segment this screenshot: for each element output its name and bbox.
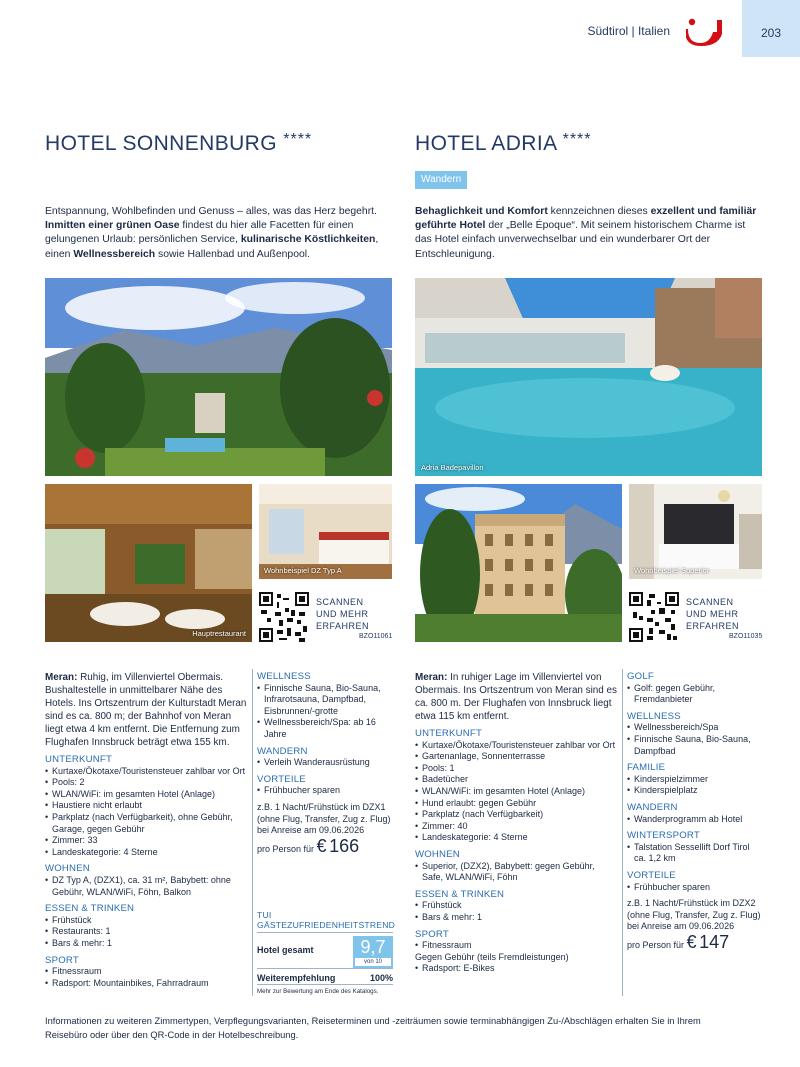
hotel-stars: ****: [283, 131, 313, 148]
details-sonnenburg-col2: [257, 671, 393, 855]
scan-label: SCANNEN UND MEHR ERFAHREN: [316, 597, 370, 631]
recommend-value: 100%: [369, 973, 393, 983]
section-heading: WOHNEN: [415, 848, 460, 860]
offer-text: z.B. 1 Nacht/Frühstück im DZX1 (ohne Flug, Transfer, Zug z. Flug) bei Anreise am 09.06.2026: [257, 801, 391, 836]
photo-adria-badepavillon: [415, 278, 762, 476]
golf-list: • Golf: gegen Gebühr, Fremdanbieter: [627, 683, 762, 706]
tui-smile-logo: [686, 16, 726, 46]
sport-list: • Fitnessraum: [415, 940, 617, 952]
photo-caption: Hauptrestaurant: [192, 629, 246, 638]
section-heading: VORTEILE: [627, 869, 676, 881]
unterkunft-list: • Kurtaxe/Ökotaxe/Touristensteuer zahlbar vor Ort • Gartenanlage, Sonnenterrasse • Pools: 1 • Badetücher • WLAN/WiFi: im gesamten Hotel (Anlage) • Hund erlaubt: gegen Gebühr • Parkplatz (nach Verfügbarkeit) • Zimmer: 40 • Landeskategorie: 4 Sterne: [415, 740, 617, 844]
hotel-code: BZO11061: [359, 633, 393, 640]
price-value: 147: [699, 931, 730, 952]
recommend-label: Weiterempfehlung: [257, 973, 336, 983]
intro-sonnenburg: Entspannung, Wohlbefinden und Genuss – alles, was das Herz begehrt. Inmitten einer grünen Oase findest du hier alle Facetten für einen gelungenen Urlaub: persönlichen Service, kulinarische Köstlichkeiten, einen Wellnessbereich sowie Hallenbad und Außenpool.: [45, 206, 379, 260]
photo-caption: Wohnbeispiel Superior: [634, 566, 710, 575]
photo-adria-building: [415, 484, 622, 642]
unterkunft-list: • Kurtaxe/Ökotaxe/Touristensteuer zahlbar vor Ort • Pools: 2 • WLAN/WiFi: im gesamten Hotel (Anlage) • Haustiere nicht erlaubt • Parkplatz (nach Verfügbarkeit), ohne Gebühr, Garage, gegen Gebühr • Zimmer: 33 • Landeskategorie: 4 Sterne: [45, 766, 247, 859]
score-value: 9,7: [360, 937, 386, 957]
photo-caption: Adria Badepavillon: [421, 463, 484, 472]
page-number-box: [742, 0, 800, 57]
section-heading: GOLF: [627, 671, 654, 682]
rating-title: TUI GÄSTEZUFRIEDENHEITSTREND: [257, 910, 393, 933]
section-heading: UNTERKUNFT: [45, 754, 113, 765]
vorteile-list: • Frühbucher sparen: [257, 785, 393, 797]
section-heading: ESSEN & TRINKEN: [415, 888, 505, 900]
details-sonnenburg-col1: [45, 671, 247, 989]
hotel-code: BZO11035: [729, 633, 763, 640]
section-heading: WOHNEN: [45, 863, 90, 875]
section-heading: SPORT: [45, 954, 79, 966]
section-heading: UNTERKUNFT: [415, 728, 483, 739]
familie-list: • Kinderspielzimmer • Kinderspielplatz: [627, 774, 762, 797]
location-text: Meran: Ruhig, im Villenviertel Obermais. Bushaltestelle in unmittelbarer Nähe des Hotels. Ins Ortszentrum der Kulturstadt Meran sind es ca. 800 m; der Bahnhof von Meran liegt etwa 4 km entfernt. Die Entfernung zum Flughafen Innsbruck beträgt etwa 155 km.: [45, 672, 247, 748]
score-badge: [353, 936, 393, 968]
section-heading: WELLNESS: [627, 710, 681, 722]
column-divider: [252, 669, 253, 996]
photo-caption: Wohnbeispiel DZ Typ A: [264, 566, 342, 575]
essen-list: • Frühstück • Bars & mehr: 1: [415, 900, 617, 923]
section-heading: ESSEN & TRINKEN: [45, 903, 135, 915]
photo-superior-room: [629, 484, 762, 579]
section-heading: FAMILIE: [627, 762, 666, 774]
rating-note: Mehr zur Bewertung am Ende des Katalogs.: [257, 988, 379, 995]
section-heading: VORTEILE: [257, 773, 306, 785]
score-scale: von 10: [355, 958, 391, 966]
wohnen-list: • DZ Typ A, (DZX1), ca. 31 m², Babybett: ohne Gebühr, WLAN/WiFi, Föhn, Balkon: [45, 875, 247, 898]
details-adria-col2: [627, 671, 762, 951]
hotel-stars: ****: [562, 131, 592, 148]
page-number: 203: [760, 26, 782, 40]
price: pro Person für € 166: [257, 835, 360, 856]
section-heading: WELLNESS: [257, 671, 311, 682]
intro-adria: Behaglichkeit und Komfort kennzeichnen dieses exzellent und familiär geführte Hotel der „Belle Époque“. Mit seinem historischem Charme ist das Hotel einfach unverwechselbar und ein wunderbarer Ort der Entschleunigung.: [415, 206, 757, 260]
details-adria-col1: Meran: In ruhiger Lage im Villenviertel von Obermais. Ins Ortszentrum von Meran sind es ca. 800 m. Der Flughafen von Innsbruck liegt etwa 115 km entfernt. UNTERKUNFT • Kurtaxe/Ökotaxe/Touristensteuer zahlbar vor Ort • Gartenanlage, Sonnenterrasse • Pools: 1 • Badetücher • WLAN/WiFi: im gesamten Hotel (Anlage) • Hund erlaubt: gegen Gebühr • Parkplatz (nach Verfügbarkeit) • Zimmer: 40 • Landeskategorie: 4 Sterne WOHNEN • Superior, (DZX2), Babybett: gegen Gebühr, Safe, WLAN/WiFi, Föhn ESSEN & TRINKEN • Frühstück • Bars & mehr: 1 SPORT • Fitnessraum Gegen Gebühr (teils Fremdleistungen) • Radsport: E-Bikes: [415, 671, 617, 975]
wandern-list: • Wanderprogramm ab Hotel: [627, 814, 762, 826]
region-label: Südtirol | Italien: [587, 24, 670, 38]
location-text: Meran: In ruhiger Lage im Villenviertel von Obermais. Ins Ortszentrum von Meran sind es ca. 800 m. Der Flughafen von Innsbruck liegt etwa 115 km entfernt.: [415, 672, 617, 722]
section-heading: WINTERSPORT: [627, 830, 700, 842]
hotel-title-sonnenburg: [45, 132, 312, 156]
hotel-name: HOTEL ADRIA: [415, 132, 557, 155]
rating-label: Hotel gesamt: [257, 945, 314, 955]
section-heading: WANDERN: [627, 801, 678, 813]
qr-code[interactable]: [259, 592, 309, 642]
footer-note: Informationen zu weiteren Zimmertypen, Verpflegungsvarianten, Reiseterminen und -zeiträumen sowie terminabhängigen Zu-/Abschlägen erhalten Sie in Ihrem Reisebüro oder über den QR-Code in der Hotelbeschreibung.: [45, 1016, 701, 1040]
sport-list: • Fitnessraum • Radsport: Mountainbikes, Fahrradraum: [45, 966, 247, 989]
qr-code[interactable]: [629, 592, 679, 642]
offer-text: z.B. 1 Nacht/Frühstück im DZX2 (ohne Flug, Transfer, Zug z. Flug) bei Anreise am 09.06.2026: [627, 898, 761, 932]
sport-note: Gegen Gebühr (teils Fremdleistungen): [415, 951, 569, 962]
price: pro Person für € 147: [627, 931, 730, 952]
wellness-list: • Finnische Sauna, Bio-Sauna, Infrarotsauna, Dampfbad, Eisbrunnen/-grotte • Wellnessbereich/Spa: ab 16 Jahre: [257, 683, 393, 741]
essen-list: • Frühstück • Restaurants: 1 • Bars & mehr: 1: [45, 915, 247, 950]
photo-hauptrestaurant: [45, 484, 252, 642]
price-value: 166: [329, 835, 360, 856]
wandern-tag: Wandern: [415, 171, 467, 189]
photo-dz-typ-a: [259, 484, 392, 579]
column-divider: [622, 669, 623, 996]
hotel-title-adria: [415, 132, 592, 156]
guest-satisfaction-box: [257, 910, 396, 996]
wellness-list: • Wellnessbereich/Spa • Finnische Sauna, Bio-Sauna, Dampfbad: [627, 722, 762, 757]
wandern-list: • Verleih Wanderausrüstung: [257, 757, 393, 769]
scan-label: SCANNEN UND MEHR ERFAHREN: [686, 597, 740, 631]
section-heading: WANDERN: [257, 745, 308, 757]
photo-sonnenburg-garden: [45, 278, 392, 476]
wintersport-list: • Talstation Sessellift Dorf Tirol ca. 1,2 km: [627, 842, 762, 865]
hotel-name: HOTEL SONNENBURG: [45, 132, 277, 155]
wohnen-list: • Superior, (DZX2), Babybett: gegen Gebühr, Safe, WLAN/WiFi, Föhn: [415, 861, 617, 884]
vorteile-list: • Frühbucher sparen: [627, 882, 762, 894]
section-heading: SPORT: [415, 928, 449, 940]
